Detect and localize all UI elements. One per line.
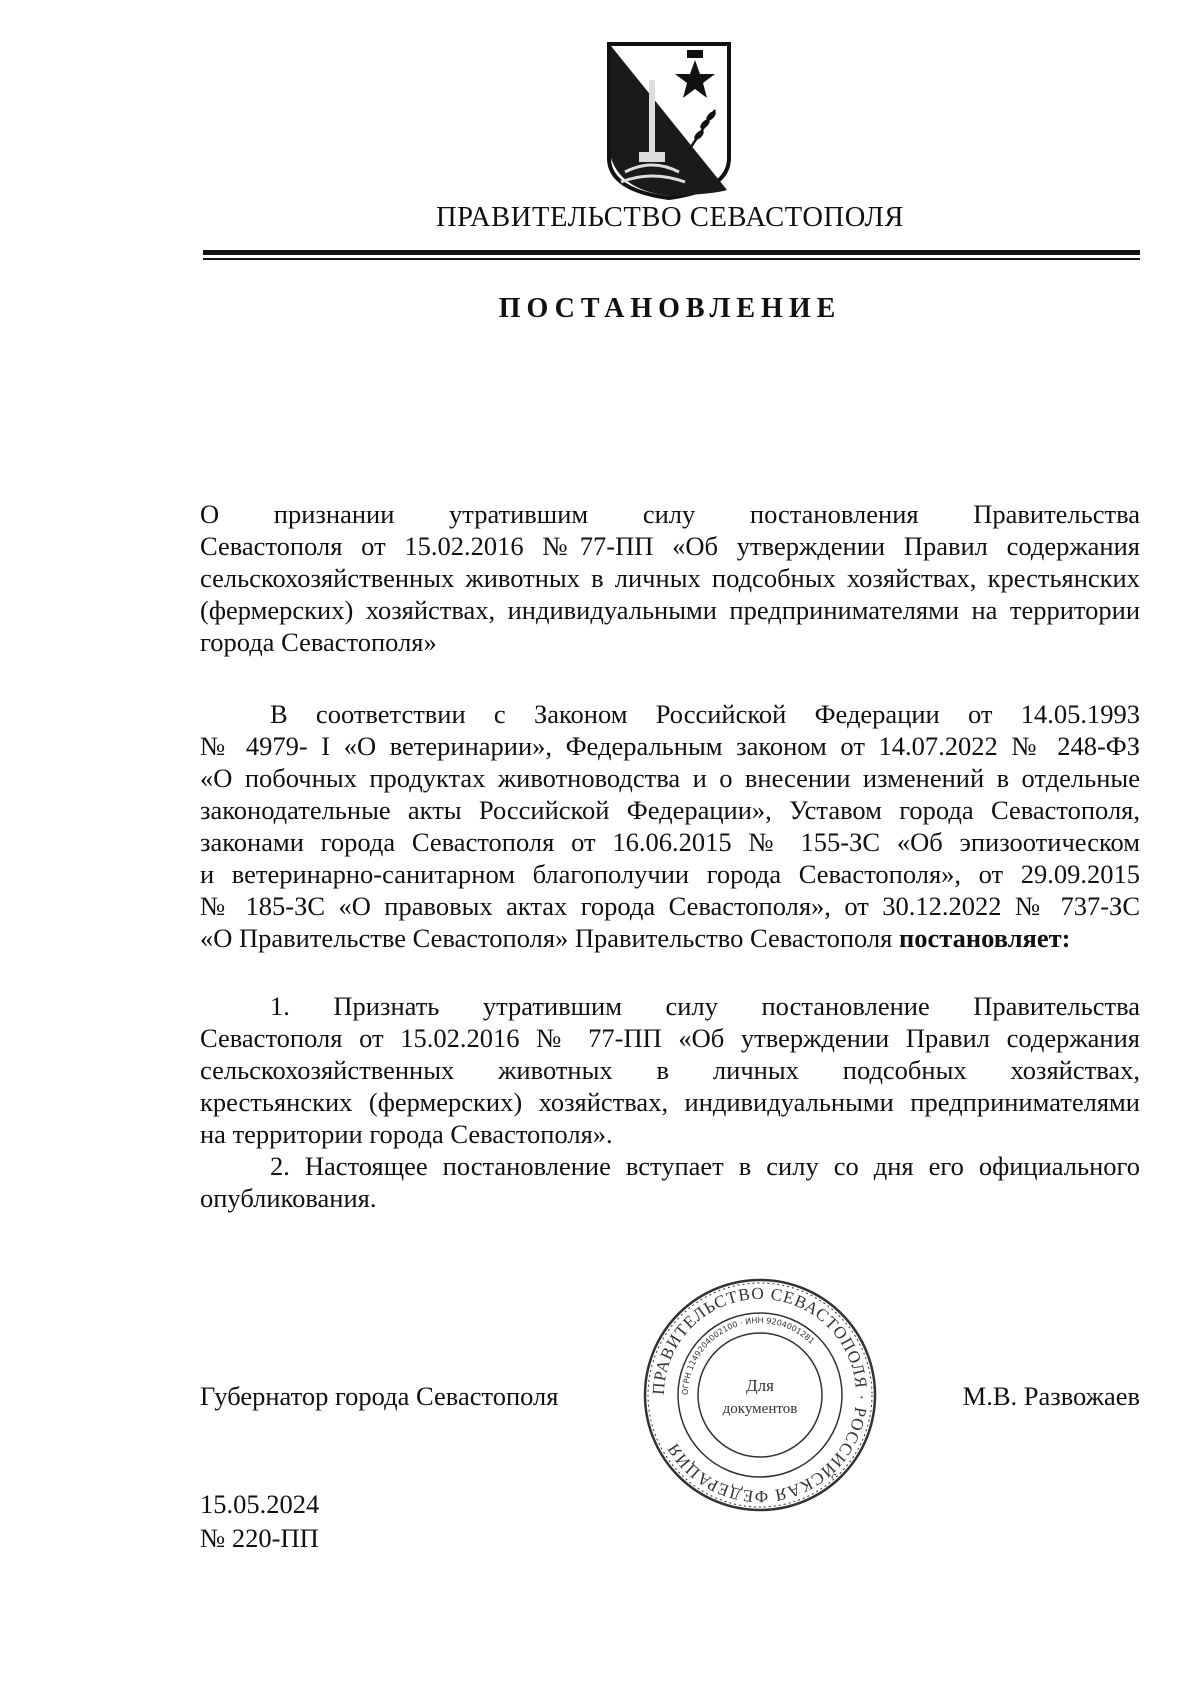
header-divider-thick xyxy=(203,250,1140,255)
item-2-line: опубликования. xyxy=(200,1183,377,1213)
preamble-line: № 4979- I «О ветеринарии», Федеральным законом от 14.07.2022 № 248-ФЗ xyxy=(200,731,1140,761)
government-name: ПРАВИТЕЛЬСТВО СЕВАСТОПОЛЯ xyxy=(435,202,905,233)
item-1-line: 1. Признать утратившим силу постановление Правительства xyxy=(270,991,1140,1021)
signer-name: М.В. Развожаев xyxy=(962,1381,1140,1411)
item-1 xyxy=(200,990,1140,1150)
seal-center-line1: Для xyxy=(746,1376,774,1395)
decree-word: постановляет: xyxy=(899,923,1071,953)
item-2-line: 2. Настоящее постановление вступает в силу со дня его официального xyxy=(270,1151,1140,1181)
document-type: ПОСТАНОВЛЕНИЕ xyxy=(498,293,842,324)
preamble-line: «О Правительстве Севастополя» Правительство Севастополя xyxy=(200,923,893,953)
seal-inner-text: ОГРН 1149204002100 · ИНН 9204001281 xyxy=(680,1315,817,1396)
title-line: сельскохозяйственных животных в личных подсобных хозяйствах, крестьянских xyxy=(200,563,1140,593)
preamble-line: В соответствии с Законом Российской Федерации от 14.05.1993 xyxy=(270,699,1140,729)
signer-title: Губернатор города Севастополя xyxy=(200,1381,559,1411)
header-divider-thin xyxy=(203,258,1140,260)
title-line: О признании утратившим силу постановления Правительства xyxy=(200,499,1140,529)
title-line: города Севастополя» xyxy=(200,627,437,657)
item-2 xyxy=(200,1150,1140,1214)
preamble-line: законодательные акты Российской Федерации», Уставом города Севастополя, xyxy=(200,795,1140,825)
item-1-line: на территории города Севастополя». xyxy=(200,1119,613,1149)
item-1-line: Севастополя от 15.02.2016 № 77-ПП «Об утверждении Правил содержания xyxy=(200,1023,1140,1053)
document-date: 15.05.2024 xyxy=(200,1489,320,1519)
coat-of-arms-icon xyxy=(605,40,733,202)
preamble-line: «О побочных продуктах животноводства и о внесении изменений в отдельные xyxy=(200,763,1140,793)
title-line: (фермерских) хозяйствах, индивидуальными предпринимателями на территории xyxy=(200,595,1140,625)
seal-outer-text: ПРАВИТЕЛЬСТВО СЕВАСТОПОЛЯ · РОССИЙСКАЯ ФЕДЕРАЦИЯ xyxy=(648,1283,872,1507)
document-title xyxy=(200,498,1140,658)
title-line: Севастополя от 15.02.2016 №77-ПП «Об утверждении Правил содержания xyxy=(200,531,1140,561)
official-seal-icon xyxy=(640,1275,880,1515)
preamble-line: и ветеринарно-санитарном благополучии города Севастополя», от 29.09.2015 xyxy=(200,859,1140,889)
item-1-line: сельскохозяйственных животных в личных подсобных хозяйствах, xyxy=(200,1055,1140,1085)
seal-center-line2: документов xyxy=(722,1401,798,1417)
preamble-line: № 185-ЗС «О правовых актах города Севастополя», от 30.12.2022 № 737-ЗС xyxy=(200,891,1140,921)
preamble xyxy=(200,698,1140,954)
document-number: № 220-ПП xyxy=(200,1523,319,1553)
item-1-line: крестьянских (фермерских) хозяйствах, индивидуальными предпринимателями xyxy=(200,1087,1140,1117)
preamble-line: законами города Севастополя от 16.06.2015 № 155-ЗС «Об эпизоотическом xyxy=(200,827,1140,857)
preamble-last-line xyxy=(200,922,1140,954)
